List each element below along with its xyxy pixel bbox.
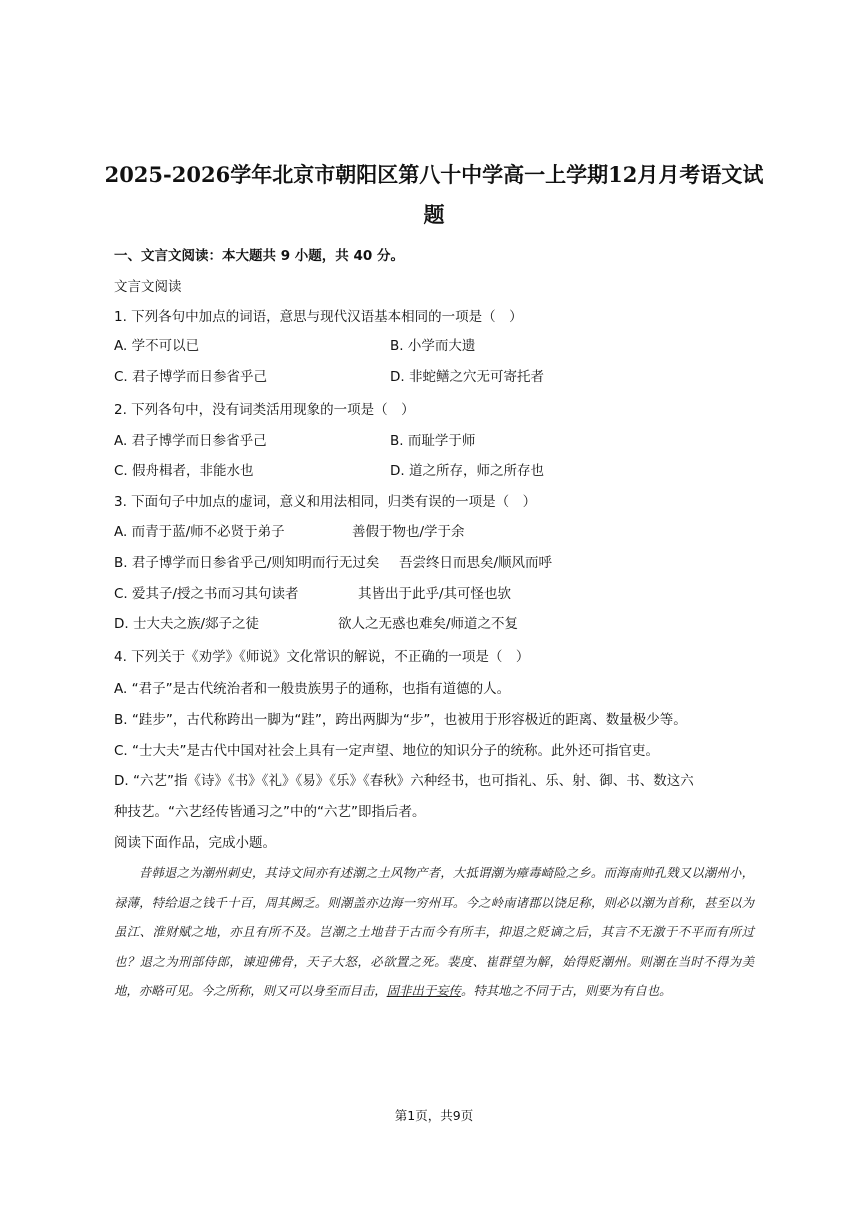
- question-1-option-b: B. 小学而大遗: [390, 338, 476, 354]
- exam-title-line-2: 题: [423, 202, 445, 227]
- question-2-option-a: A. 君子博学而日参省乎己: [114, 433, 267, 449]
- classical-passage: [114, 858, 754, 1006]
- question-3-option-c-part-1: C. 爱其子/授之书而习其句读者: [114, 586, 299, 602]
- question-1-option-a: A. 学不可以已: [114, 338, 200, 354]
- question-3-option-d-part-1: D. 士大夫之族/郯子之徒: [114, 616, 260, 632]
- question-3-option-b-part-2: 吾尝终日而思矣/顺风而呼: [399, 555, 553, 571]
- section-header: 一、文言文阅读：本大题共 9 小题，共 40 分。: [114, 248, 404, 264]
- question-4-option-a: A. “君子”是古代统治者和一般贵族男子的通称，也指有道德的人。: [114, 681, 511, 697]
- question-3-option-c-part-2: 其皆出于此乎/其可怪也欤: [358, 586, 512, 602]
- subheading: 文言文阅读: [114, 279, 182, 295]
- question-1-option-c: C. 君子博学而日参省乎己: [114, 369, 268, 385]
- question-1-option-d: D. 非蛇鳝之穴无可寄托者: [390, 369, 544, 385]
- question-2-option-d: D. 道之所存，师之所存也: [390, 463, 544, 479]
- question-3-option-a-part-1: A. 而青于蓝/师不必贤于弟子: [114, 524, 285, 540]
- question-2-stem: 2. 下列各句中，没有词类活用现象的一项是（ ）: [114, 402, 415, 418]
- question-3-option-b-part-1: B. 君子博学而日参省乎己/则知明而行无过矣: [114, 555, 380, 571]
- question-4-stem: 4. 下列关于《劝学》《师说》文化常识的解说，不正确的一项是（ ）: [114, 649, 530, 665]
- question-2-option-c: C. 假舟楫者，非能水也: [114, 463, 254, 479]
- reading-prompt: 阅读下面作品，完成小题。: [114, 835, 276, 851]
- page-footer: 第1页，共9页: [394, 1108, 474, 1123]
- exam-title-line-1: 2025-2026学年北京市朝阳区第八十中学高一上学期12月月考语文试: [104, 162, 764, 187]
- passage-text-end: 。特其地之不同于古，则要为有自也。: [460, 983, 672, 998]
- passage-text: 昔韩退之为潮州刺史，其诗文间亦有述潮之土风物产者，大抵谓潮为瘴毒崎险之乡。而海南帅孔戣又以潮州小，禄薄，特给退之钱千十百，周其阙乏。则潮盖亦边海一穷州耳。今之岭南诸郡以饶足称，则必以潮为首称，甚至以为虽江、淮财赋之地，亦且有所不及。岂潮之土地昔于古而今有所丰，抑退之贬谪之后，其言不无激于不平而有所过也？退之为刑部侍郎，谏迎佛骨，天子大怒，必欲置之死。裴度、崔群望为解，始得贬潮州。则潮在当时不得为美地，亦略可见。今之所称，则又可以身至而目击，: [114, 865, 754, 998]
- question-4-option-d-line-1: D. “六艺”指《诗》《书》《礼》《易》《乐》《春秋》六种经书，也可指礼、乐、射、御、书、数这六: [114, 773, 694, 789]
- question-3-option-d-part-2: 欲人之无惑也难矣/师道之不复: [338, 616, 519, 632]
- question-4-option-d-line-2: 种技艺。“六艺经传皆通习之”中的“六艺”即指后者。: [114, 804, 426, 820]
- question-3-stem: 3. 下面句子中加点的虚词，意义和用法相同，归类有误的一项是（ ）: [114, 494, 537, 510]
- question-2-option-b: B. 而耻学于师: [390, 433, 476, 449]
- question-1-stem: 1. 下列各句中加点的词语，意思与现代汉语基本相同的一项是（ ）: [114, 309, 523, 325]
- question-4-option-c: C. “士大夫”是古代中国对社会上具有一定声望、地位的知识分子的统称。此外还可指官吏。: [114, 743, 659, 759]
- question-4-option-b: B. “跬步”，古代称跨出一脚为“跬”，跨出两脚为“步”，也被用于形容极近的距离、数量极少等。: [114, 712, 687, 728]
- question-3-option-a-part-2: 善假于物也/学于余: [352, 524, 465, 540]
- passage-underlined-phrase: 固非出于妄传: [386, 983, 461, 998]
